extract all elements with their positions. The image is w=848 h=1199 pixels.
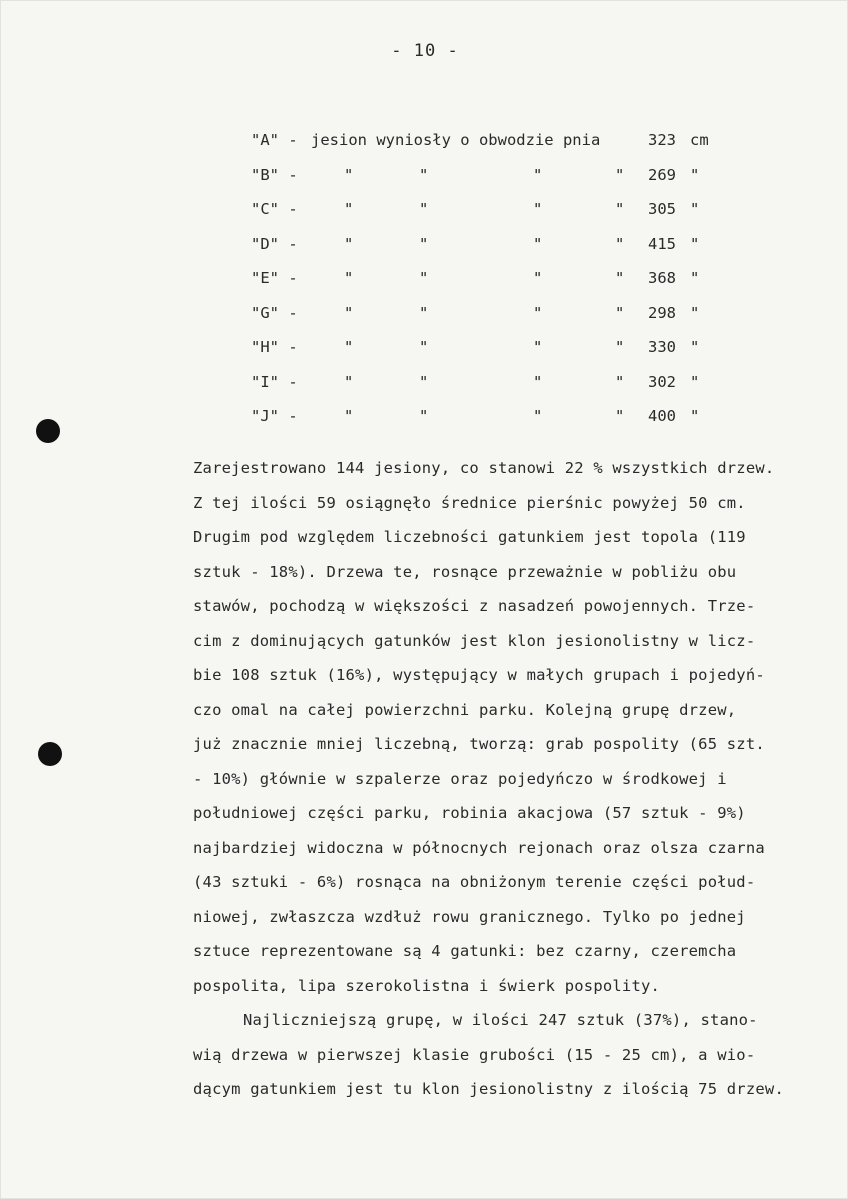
ditto-mark: " <box>344 269 354 287</box>
tree-description: jesion wyniosły o obwodzie pnia <box>311 131 601 149</box>
text-line: niowej, zwłaszcza wzdłuż rowu granicznego. Tylko po jednej <box>193 907 746 926</box>
unit: " <box>690 234 700 253</box>
body-text <box>193 451 841 1107</box>
ditto-mark: " <box>615 269 625 287</box>
ditto-mark: " <box>615 234 625 253</box>
tree-row <box>1 304 848 334</box>
text-line: sztuce reprezentowane są 4 gatunki: bez czarny, czeremcha <box>193 942 737 960</box>
text-line: Zarejestrowano 144 jesiony, co stanowi 22 % wszystkich drzew. <box>193 459 775 477</box>
ditto-mark: " <box>533 407 543 425</box>
ditto-mark: " <box>533 165 543 184</box>
unit: " <box>690 338 700 356</box>
text-line: pospolita, lipa szerokolistna i świerk pospolity. <box>193 976 661 995</box>
ditto-mark: " <box>615 303 625 322</box>
trunk-circumference: 415 <box>648 234 676 253</box>
tree-row <box>1 407 848 437</box>
tree-label: "G" - <box>251 303 298 322</box>
text-line: Z tej ilości 59 osiągnęło średnice pierśnic powyżej 50 cm. <box>193 493 746 512</box>
ditto-mark: " <box>344 303 354 322</box>
text-line: - 10%) głównie w szpalerze oraz pojedyńczo w środkowej i <box>193 769 727 788</box>
unit: " <box>690 407 700 425</box>
unit: " <box>690 200 700 218</box>
trunk-circumference: 400 <box>648 407 676 425</box>
unit: cm <box>690 131 709 149</box>
ditto-mark: " <box>419 338 429 356</box>
ditto-mark: " <box>419 200 429 218</box>
tree-label: "E" - <box>251 269 298 287</box>
trunk-circumference: 330 <box>648 338 676 356</box>
tree-label: "D" - <box>251 234 298 253</box>
ditto-mark: " <box>419 407 429 425</box>
ditto-mark: " <box>419 372 429 391</box>
ditto-mark: " <box>344 407 354 425</box>
ditto-mark: " <box>615 407 625 425</box>
ditto-mark: " <box>533 269 543 287</box>
text-line: wią drzewa w pierwszej klasie grubości (15 - 25 cm), a wio- <box>193 1045 756 1064</box>
ditto-mark: " <box>533 303 543 322</box>
unit: " <box>690 165 700 184</box>
ditto-mark: " <box>615 200 625 218</box>
trunk-circumference: 302 <box>648 372 676 391</box>
ditto-mark: " <box>615 372 625 391</box>
tree-row <box>1 166 848 196</box>
page-number: - 10 - <box>391 41 459 61</box>
text-line: Najliczniejszą grupę, w ilości 247 sztuk (37%), stano- <box>243 1011 758 1029</box>
tree-label: "C" - <box>251 200 298 218</box>
tree-row <box>1 338 848 368</box>
ditto-mark: " <box>533 372 543 391</box>
paragraph-2 <box>193 1003 841 1107</box>
tree-label: "H" - <box>251 338 298 356</box>
ditto-mark: " <box>344 234 354 253</box>
tree-row <box>1 235 848 265</box>
tree-row <box>1 373 848 403</box>
ditto-mark: " <box>615 338 625 356</box>
text-line: już znacznie mniej liczebną, tworzą: grab pospolity (65 szt. <box>193 735 765 753</box>
tree-row <box>1 131 848 161</box>
text-line: najbardziej widoczna w północnych rejonach oraz olsza czarna <box>193 838 765 857</box>
ditto-mark: " <box>533 338 543 356</box>
ditto-mark: " <box>344 372 354 391</box>
ditto-mark: " <box>419 269 429 287</box>
unit: " <box>690 303 700 322</box>
ditto-mark: " <box>419 234 429 253</box>
text-line: dącym gatunkiem jest tu klon jesionolistny z ilością 75 drzew. <box>193 1080 784 1098</box>
tree-label: "I" - <box>251 372 298 391</box>
ditto-mark: " <box>344 338 354 356</box>
trunk-circumference: 368 <box>648 269 676 287</box>
ditto-mark: " <box>419 303 429 322</box>
tree-row <box>1 200 848 230</box>
text-line: czo omal na całej powierzchni parku. Kolejną grupę drzew, <box>193 700 737 719</box>
text-line: stawów, pochodzą w większości z nasadzeń powojennych. Trze- <box>193 597 756 615</box>
trunk-circumference: 298 <box>648 303 676 322</box>
trunk-circumference: 305 <box>648 200 676 218</box>
ditto-mark: " <box>344 200 354 218</box>
text-line: południowej części parku, robinia akacjowa (57 sztuk - 9%) <box>193 804 746 822</box>
text-line: bie 108 sztuk (16%), występujący w małych grupach i pojedyń- <box>193 666 765 684</box>
text-line: Drugim pod względem liczebności gatunkiem jest topola (119 <box>193 528 746 546</box>
trunk-circumference: 269 <box>648 165 676 184</box>
text-line: cim z dominujących gatunków jest klon jesionolistny w licz- <box>193 631 756 650</box>
tree-row <box>1 269 848 299</box>
tree-label: "J" - <box>251 407 298 425</box>
text-line: sztuk - 18%). Drzewa te, rosnące przeważnie w pobliżu obu <box>193 562 737 581</box>
trunk-circumference: 323 <box>648 131 676 149</box>
ditto-mark: " <box>615 165 625 184</box>
unit: " <box>690 372 700 391</box>
ditto-mark: " <box>344 165 354 184</box>
punch-hole-bottom <box>38 742 62 766</box>
tree-label: "B" - <box>251 165 298 184</box>
ditto-mark: " <box>533 200 543 218</box>
unit: " <box>690 269 700 287</box>
ditto-mark: " <box>419 165 429 184</box>
ditto-mark: " <box>533 234 543 253</box>
tree-label: "A" - <box>251 131 298 149</box>
text-line: (43 sztuki - 6%) rosnąca na obniżonym terenie części połud- <box>193 873 756 891</box>
paragraph-1 <box>193 451 841 1003</box>
